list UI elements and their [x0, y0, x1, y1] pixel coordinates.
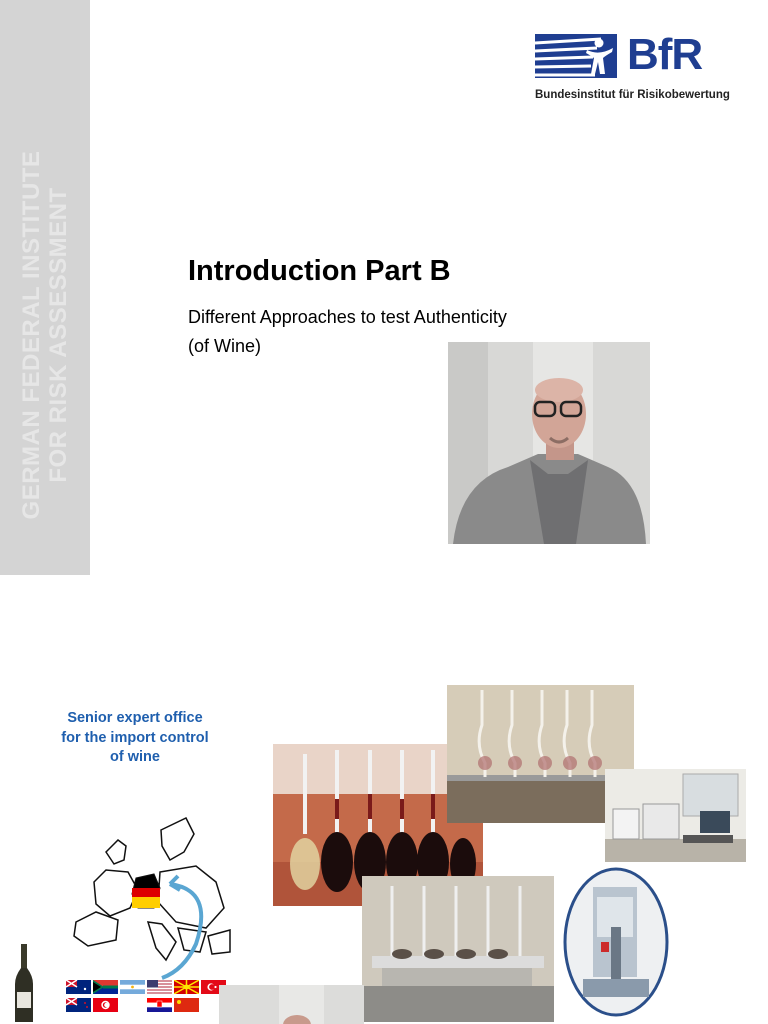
office-line-3: of wine — [110, 749, 160, 765]
subtitle-line-1: Different Approaches to test Authenticity — [188, 307, 507, 327]
flag-usa-icon — [147, 980, 172, 994]
bfr-full-name: Bundesinstitut für Risikobewertung — [535, 89, 730, 101]
lab-mass-spec-photo — [563, 867, 669, 1017]
wine-bottle-icon — [12, 944, 36, 1022]
europe-map-image — [66, 812, 232, 980]
bfr-wordmark: BfR — [627, 30, 703, 79]
flag-australia-icon — [66, 980, 91, 994]
flag-new-zealand-icon — [66, 998, 91, 1012]
bfr-emblem-icon — [535, 34, 617, 78]
extraction-apparatus-image — [362, 876, 554, 1022]
presenter-image — [448, 342, 650, 544]
wine-bottle-image — [12, 944, 36, 1022]
flag-china-icon — [174, 998, 199, 1012]
flag-argentina-icon — [120, 980, 145, 994]
flag-south-africa-icon — [93, 980, 118, 994]
lab-instruments-photo — [605, 769, 746, 862]
bfr-logo — [535, 30, 735, 106]
presenter-webcam-echo — [219, 985, 364, 1024]
sidebar-line-1: GERMAN FEDERAL INSTITUTE — [18, 150, 45, 520]
lab-extraction-photo — [362, 876, 554, 1022]
sidebar-band — [0, 0, 90, 575]
subtitle-line-2: (of Wine) — [188, 336, 262, 356]
analytical-instruments-image — [605, 769, 746, 862]
sidebar-line-2: FOR RISK ASSESSMENT — [45, 187, 72, 483]
presenter-webcam — [448, 342, 650, 544]
flag-north-macedonia-icon — [174, 980, 199, 994]
flag-spacer — [120, 998, 145, 1012]
flag-croatia-icon — [147, 998, 172, 1012]
slide-title: Introduction Part B — [188, 255, 451, 287]
flag-tunisia-icon — [93, 998, 118, 1012]
mass-spectrometer-image — [563, 867, 669, 1017]
senior-expert-office-caption — [40, 709, 230, 768]
sidebar-institute-name — [18, 55, 72, 615]
europe-map — [66, 812, 232, 980]
presenter-webcam-echo-image — [219, 985, 364, 1024]
office-line-2: for the import control — [61, 729, 209, 746]
office-line-1: Senior expert office — [67, 710, 203, 726]
country-flags — [66, 980, 227, 1012]
